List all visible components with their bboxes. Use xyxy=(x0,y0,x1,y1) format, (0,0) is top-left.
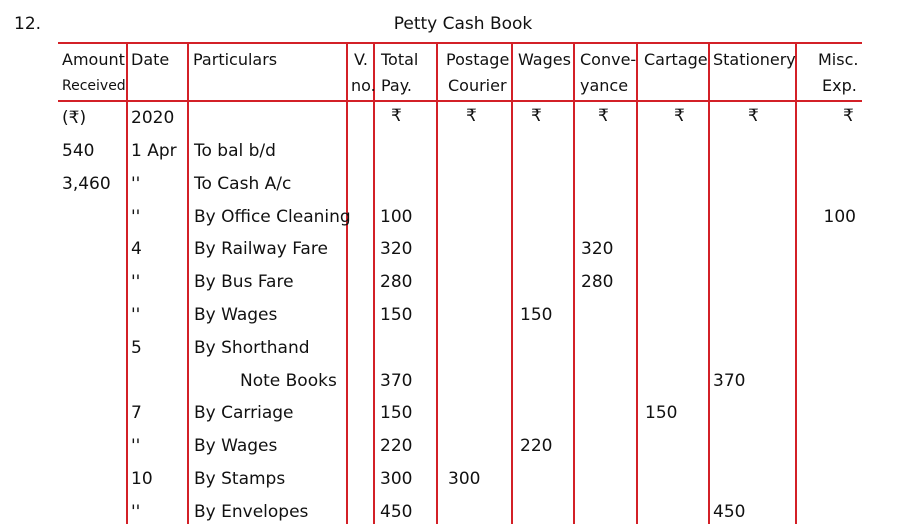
row-date: 4 xyxy=(131,239,142,260)
header-cartage: Cartage xyxy=(644,50,708,69)
column-divider xyxy=(795,42,797,524)
row-total: 300 xyxy=(380,469,413,489)
unit-cartage: ₹ xyxy=(674,106,685,126)
page-title: Petty Cash Book xyxy=(393,14,533,34)
unit-conveyance: ₹ xyxy=(598,106,609,126)
column-divider xyxy=(573,42,575,524)
row-date: '' xyxy=(131,436,141,457)
header-misc-sub: Exp. xyxy=(822,76,857,95)
unit-postage: ₹ xyxy=(466,106,477,126)
row-particulars: To Cash A/c xyxy=(194,173,292,194)
column-divider xyxy=(708,42,710,524)
row-date: 7 xyxy=(131,403,142,424)
row-total: 370 xyxy=(380,370,413,391)
row-wages: 150 xyxy=(520,305,553,325)
header-wages: Wages xyxy=(518,50,571,69)
unit-total: ₹ xyxy=(391,106,402,126)
column-divider xyxy=(436,42,438,524)
row-total: 280 xyxy=(380,272,413,293)
row-conveyance: 280 xyxy=(581,272,614,293)
row-particulars: By Shorthand xyxy=(194,337,310,358)
header-vno-sub: no. xyxy=(351,76,376,95)
column-divider xyxy=(511,42,513,524)
unit-misc: ₹ xyxy=(843,106,854,126)
row-date: '' xyxy=(131,206,141,227)
row-cartage: 150 xyxy=(645,403,678,424)
row-total: 320 xyxy=(380,239,413,260)
unit-year: 2020 xyxy=(131,108,175,128)
unit-wages: ₹ xyxy=(531,106,542,126)
row-particulars: By Bus Fare xyxy=(194,272,294,293)
row-date: '' xyxy=(131,173,141,194)
row-wages: 220 xyxy=(520,436,553,457)
row-particulars: By Wages xyxy=(194,436,278,457)
header-total-sub: Pay. xyxy=(381,76,413,95)
row-particulars: To bal b/d xyxy=(194,141,276,161)
row-total: 100 xyxy=(380,206,413,227)
row-total: 450 xyxy=(380,501,413,522)
row-misc: 100 xyxy=(823,206,856,227)
header-vno: V. xyxy=(354,50,368,69)
header-total: Total xyxy=(381,50,419,69)
header-bottom-rule xyxy=(58,100,862,102)
header-postage: Postage xyxy=(446,50,510,69)
header-date: Date xyxy=(131,50,170,69)
header-conveyance: Conve- xyxy=(580,50,637,69)
row-date: '' xyxy=(131,272,141,293)
question-number: 12. xyxy=(14,14,42,34)
row-date: 10 xyxy=(131,469,153,489)
header-conveyance-sub: yance xyxy=(580,76,629,95)
row-stationery: 450 xyxy=(713,501,746,522)
petty-cash-book-table xyxy=(58,42,862,524)
column-divider xyxy=(126,42,128,524)
row-particulars: By Office Cleaning xyxy=(194,206,351,227)
row-total: 150 xyxy=(380,403,413,424)
row-amount: 3,460 xyxy=(62,173,111,194)
row-particulars: By Envelopes xyxy=(194,501,309,522)
row-postage: 300 xyxy=(448,469,481,489)
table-top-rule xyxy=(58,42,862,44)
row-particulars: By Wages xyxy=(194,305,278,325)
header-postage-sub: Courier xyxy=(448,76,507,95)
row-conveyance: 320 xyxy=(581,239,614,260)
row-date: '' xyxy=(131,501,141,522)
header-misc: Misc. xyxy=(818,50,859,69)
row-particulars: Note Books xyxy=(240,370,337,391)
row-total: 220 xyxy=(380,436,413,457)
header-amount: Amount xyxy=(62,50,125,69)
unit-stationery: ₹ xyxy=(748,106,759,126)
column-divider xyxy=(187,42,189,524)
row-date: 5 xyxy=(131,337,142,358)
row-date: 1 Apr xyxy=(131,141,177,161)
row-amount: 540 xyxy=(62,141,95,161)
row-particulars: By Railway Fare xyxy=(194,239,328,260)
header-amount-sub: Received xyxy=(62,78,126,94)
unit-amount: (₹) xyxy=(62,108,87,128)
header-particulars: Particulars xyxy=(193,50,278,69)
row-particulars: By Stamps xyxy=(194,469,286,489)
column-divider xyxy=(346,42,348,524)
header-stationery: Stationery xyxy=(713,50,796,69)
column-divider xyxy=(373,42,375,524)
row-particulars: By Carriage xyxy=(194,403,294,424)
row-date: '' xyxy=(131,305,141,325)
column-divider xyxy=(636,42,638,524)
row-stationery: 370 xyxy=(713,370,746,391)
row-total: 150 xyxy=(380,305,413,325)
